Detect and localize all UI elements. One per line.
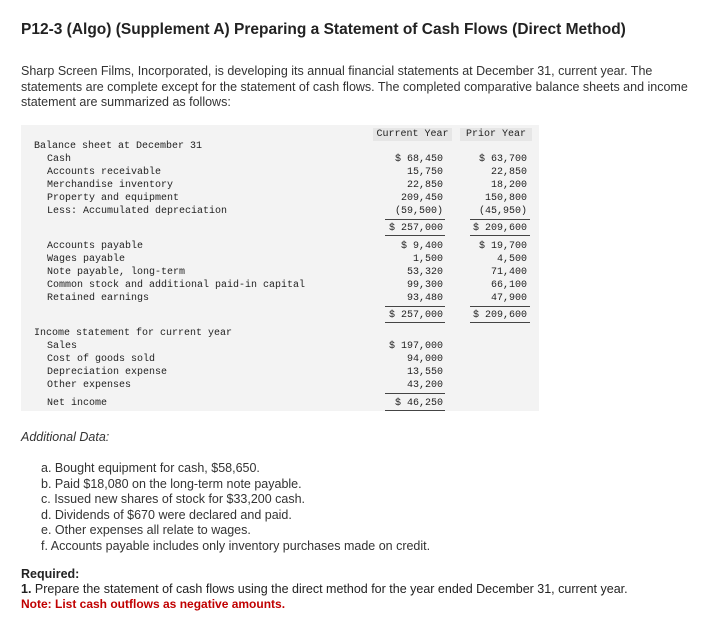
- value-stock-prior: 66,100: [490, 280, 527, 291]
- value-re-current: 93,480: [406, 293, 443, 304]
- required-instruction: [21, 582, 628, 596]
- value-total-assets-prior: $ 209,600: [472, 223, 527, 234]
- value-ppe-current: 209,450: [400, 193, 443, 204]
- value-inventory-current: 22,850: [406, 180, 443, 191]
- column-header-current: Current Year: [373, 128, 452, 141]
- row-label-accounts-payable: Accounts payable: [47, 241, 144, 252]
- required-note: Note: List cash outflows as negative amounts.: [21, 597, 286, 611]
- required-heading: Required:: [21, 567, 80, 581]
- value-accum-dep-current: (59,500): [394, 206, 443, 217]
- value-note-prior: 71,400: [490, 267, 527, 278]
- value-wages-prior: 4,500: [496, 254, 527, 265]
- row-label-net-income: Net income: [47, 398, 108, 409]
- value-accum-dep-prior: (45,950): [478, 206, 527, 217]
- value-cash-prior: $ 63,700: [478, 154, 527, 165]
- additional-item: b. Paid $18,080 on the long-term note payable.: [41, 476, 302, 491]
- total-rule: [470, 322, 530, 323]
- additional-item: c. Issued new shares of stock for $33,200 cash.: [41, 492, 306, 507]
- additional-data-list: [41, 461, 430, 555]
- value-net-income: $ 46,250: [394, 398, 443, 409]
- row-label-depreciation-expense: Depreciation expense: [47, 367, 168, 378]
- total-rule: [385, 235, 445, 236]
- problem-title: P12-3 (Algo) (Supplement A) Preparing a Statement of Cash Flows (Direct Method): [21, 21, 626, 38]
- value-total-liab-prior: $ 209,600: [472, 310, 527, 321]
- row-label-accum-depreciation: Less: Accumulated depreciation: [47, 206, 228, 217]
- value-stock-current: 99,300: [406, 280, 443, 291]
- column-header-prior: Prior Year: [460, 128, 532, 141]
- row-label-accounts-receivable: Accounts receivable: [47, 167, 162, 178]
- value-ppe-prior: 150,800: [484, 193, 527, 204]
- additional-item: a. Bought equipment for cash, $58,650.: [41, 461, 260, 475]
- subtotal-rule: [470, 306, 530, 307]
- value-wages-current: 1,500: [412, 254, 443, 265]
- additional-item: d. Dividends of $670 were declared and paid.: [41, 507, 292, 522]
- row-label-sales: Sales: [47, 341, 78, 352]
- subtotal-rule: [385, 219, 445, 220]
- additional-data-heading: Additional Data:: [21, 430, 110, 444]
- total-rule: [470, 235, 530, 236]
- row-label-retained-earnings: Retained earnings: [47, 293, 150, 304]
- problem-intro: Sharp Screen Films, Incorporated, is developing its annual financial statements at December 31, current year. The statements are complete except for the statement of cash flows. The completed comparative balance sheets and income statement are summarized as follows:: [21, 64, 688, 109]
- row-label-cogs: Cost of goods sold: [47, 354, 156, 365]
- total-rule: [385, 410, 445, 411]
- additional-item: f. Accounts payable includes only inventory purchases made on credit.: [41, 538, 431, 553]
- row-label-other-expenses: Other expenses: [47, 380, 132, 391]
- value-ar-prior: 22,850: [490, 167, 527, 178]
- subtotal-rule: [385, 393, 445, 394]
- total-rule: [385, 322, 445, 323]
- row-label-inventory: Merchandise inventory: [47, 180, 174, 191]
- subtotal-rule: [470, 219, 530, 220]
- row-label-property-equipment: Property and equipment: [47, 193, 180, 204]
- value-other-expenses: 43,200: [406, 380, 443, 391]
- row-label-cash: Cash: [47, 154, 72, 165]
- value-ap-current: $ 9,400: [400, 241, 443, 252]
- value-ap-prior: $ 19,700: [478, 241, 527, 252]
- required-number: 1.: [21, 582, 32, 596]
- row-label-note-payable: Note payable, long-term: [47, 267, 186, 278]
- balance-sheet-heading: Balance sheet at December 31: [34, 141, 203, 152]
- row-label-common-stock: Common stock and additional paid-in capital: [47, 280, 306, 291]
- value-cogs: 94,000: [406, 354, 443, 365]
- value-re-prior: 47,900: [490, 293, 527, 304]
- value-total-liab-current: $ 257,000: [388, 310, 443, 321]
- required-text: Prepare the statement of cash flows using the direct method for the year ended December 31, current year.: [34, 582, 628, 596]
- value-sales: $ 197,000: [388, 341, 443, 352]
- row-label-wages-payable: Wages payable: [47, 254, 126, 265]
- value-cash-current: $ 68,450: [394, 154, 443, 165]
- value-inventory-prior: 18,200: [490, 180, 527, 191]
- additional-item: e. Other expenses all relate to wages.: [41, 523, 251, 538]
- value-total-assets-current: $ 257,000: [388, 223, 443, 234]
- subtotal-rule: [385, 306, 445, 307]
- income-statement-heading: Income statement for current year: [34, 328, 233, 339]
- value-note-current: 53,320: [406, 267, 443, 278]
- value-depreciation-expense: 13,550: [406, 367, 443, 378]
- value-ar-current: 15,750: [406, 167, 443, 178]
